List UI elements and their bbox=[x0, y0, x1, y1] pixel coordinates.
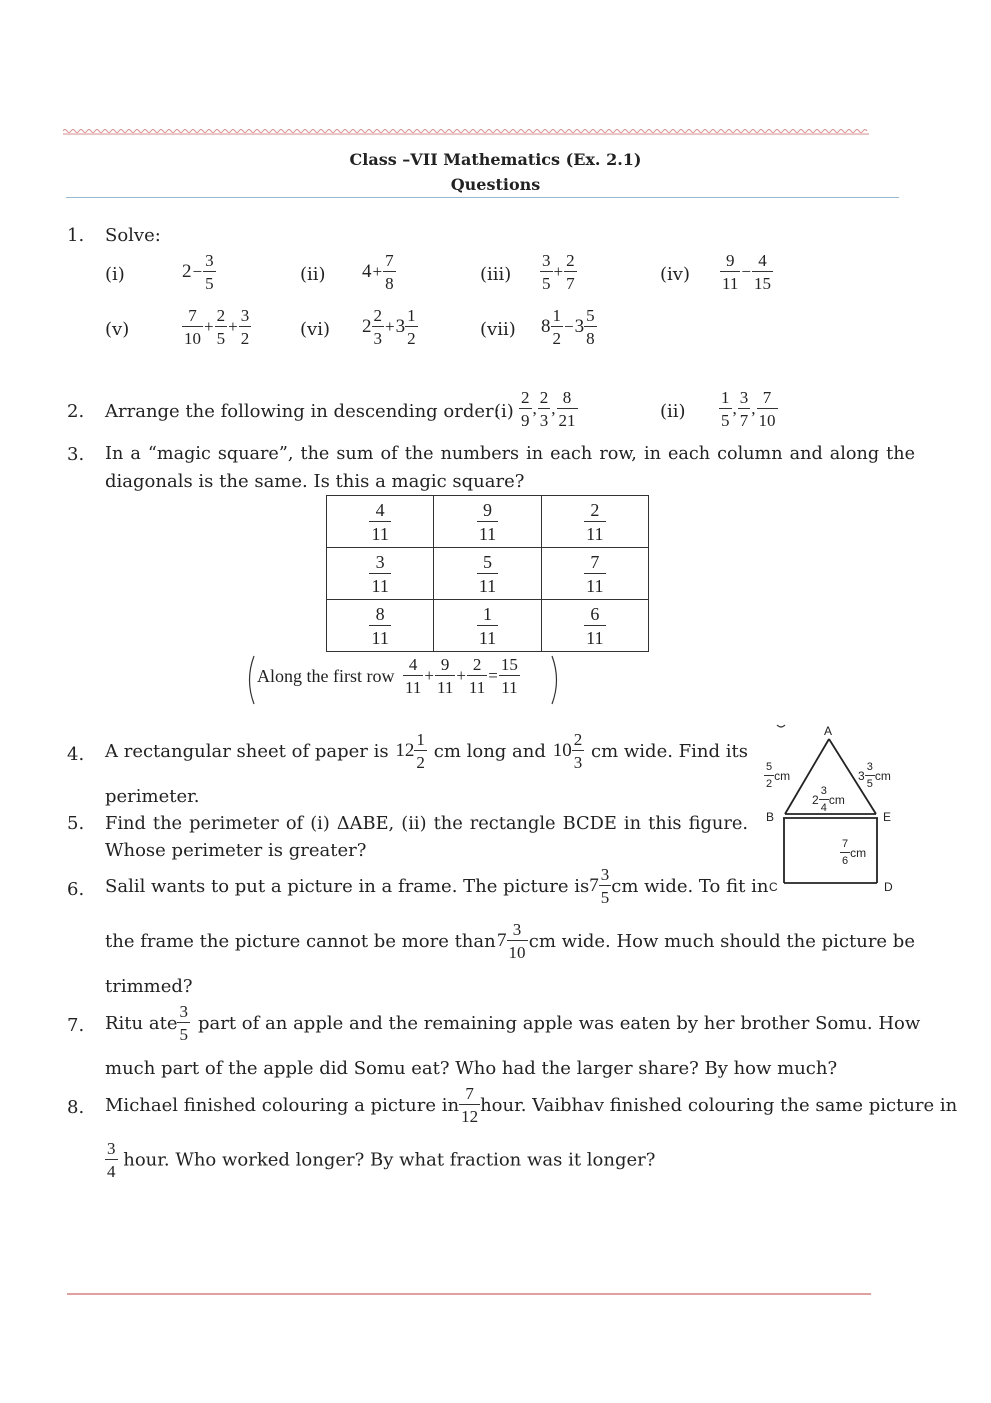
question-text: Salil wants to put a picture in a frame. The picture is bbox=[105, 875, 590, 897]
fraction bbox=[383, 252, 396, 292]
fraction bbox=[105, 1140, 118, 1180]
whole-number: 3 bbox=[574, 316, 585, 337]
fraction bbox=[557, 389, 578, 429]
operator: + bbox=[372, 262, 383, 281]
question-text: much part of the apple did Somu eat? Who had the larger share? By how much? bbox=[105, 1058, 838, 1079]
fraction bbox=[599, 866, 612, 906]
whole-number: 2 bbox=[812, 793, 819, 807]
question-line bbox=[105, 1002, 921, 1044]
fraction-list-ii bbox=[719, 389, 778, 429]
whole-number: 8 bbox=[541, 316, 551, 337]
operator: + bbox=[553, 262, 564, 281]
question-text: Solve: bbox=[105, 225, 161, 246]
denominator: 11 bbox=[584, 573, 605, 595]
denominator: 12 bbox=[459, 1104, 480, 1125]
denominator: 2 bbox=[551, 326, 564, 347]
item-label: (iii) bbox=[480, 264, 512, 285]
numerator: 9 bbox=[725, 251, 735, 270]
table-cell bbox=[327, 496, 434, 548]
fraction bbox=[507, 921, 528, 961]
item-label: (vi) bbox=[300, 319, 330, 340]
denominator: 10 bbox=[507, 940, 528, 961]
fraction bbox=[540, 252, 553, 292]
fraction bbox=[584, 605, 605, 647]
whole-number: 2 bbox=[182, 261, 192, 282]
expression-i bbox=[182, 252, 216, 292]
numerator: 3 bbox=[205, 251, 214, 270]
numerator: 3 bbox=[375, 551, 385, 572]
fraction bbox=[584, 553, 605, 595]
numerator: 5 bbox=[766, 761, 773, 773]
whole-number: 3 bbox=[858, 769, 865, 783]
whole-number: 3 bbox=[395, 316, 406, 337]
question-number: 7. bbox=[67, 1015, 85, 1036]
numerator: 8 bbox=[562, 388, 572, 407]
item-label: (i) bbox=[105, 264, 125, 285]
fraction bbox=[538, 389, 551, 429]
first-row-sum-note bbox=[257, 656, 520, 696]
question-number: 3. bbox=[67, 444, 85, 465]
denominator: 11 bbox=[369, 521, 390, 543]
numerator: 7 bbox=[188, 306, 197, 325]
denominator: 2 bbox=[405, 326, 418, 347]
denominator: 4 bbox=[819, 799, 829, 814]
fraction bbox=[519, 389, 532, 429]
numerator: 2 bbox=[573, 730, 583, 749]
denominator: 5 bbox=[719, 408, 732, 429]
numerator: 7 bbox=[762, 388, 772, 407]
question-text: A rectangular sheet of paper is bbox=[105, 740, 389, 762]
question-text: Find the perimeter of (i) ΔABE, (ii) the rectangle BCDE in this figure. bbox=[105, 813, 748, 834]
numerator: 7 bbox=[385, 251, 394, 270]
question-text: the frame the picture cannot be more than bbox=[105, 930, 496, 952]
denominator: 11 bbox=[499, 675, 520, 696]
denominator: 5 bbox=[865, 775, 875, 790]
question-number: 6. bbox=[67, 879, 85, 900]
operator: − bbox=[192, 262, 203, 281]
right-parenthesis bbox=[550, 655, 562, 705]
unit: cm bbox=[774, 769, 791, 783]
numerator: 3 bbox=[542, 251, 551, 270]
whole-number: 2 bbox=[362, 316, 372, 337]
fraction bbox=[564, 252, 577, 292]
whole-number: 4 bbox=[362, 261, 372, 282]
page-title: Class –VII Mathematics (Ex. 2.1) bbox=[349, 150, 642, 169]
denominator: 7 bbox=[738, 408, 751, 429]
question-text: hour. Vaibhav finished colouring the same picture in bbox=[480, 1094, 958, 1116]
numerator: 2 bbox=[521, 388, 530, 407]
numerator: 1 bbox=[482, 603, 492, 624]
question-text: trimmed? bbox=[105, 976, 193, 997]
fraction bbox=[459, 1085, 480, 1125]
numerator: 2 bbox=[216, 306, 226, 325]
numerator: 7 bbox=[465, 1084, 474, 1103]
fraction bbox=[499, 656, 520, 696]
numerator: 1 bbox=[721, 388, 730, 407]
question-text: part of an apple and the remaining apple was eaten by her brother Somu. How bbox=[197, 1012, 921, 1034]
question-number: 5. bbox=[67, 813, 85, 834]
denominator: 3 bbox=[372, 326, 385, 347]
numerator: 2 bbox=[472, 655, 482, 674]
fraction bbox=[203, 252, 216, 292]
question-line bbox=[105, 921, 915, 961]
numerator: 3 bbox=[107, 1139, 116, 1158]
numerator: 3 bbox=[240, 306, 250, 325]
denominator: 2 bbox=[239, 326, 252, 347]
vertex-label-d: D bbox=[884, 880, 893, 894]
question-text: Arrange the following in descending order: bbox=[105, 401, 500, 422]
whole-number: 7 bbox=[589, 875, 599, 896]
numerator: 6 bbox=[590, 603, 600, 624]
numerator: 9 bbox=[482, 499, 492, 520]
numerator: 2 bbox=[373, 306, 382, 325]
denominator: 4 bbox=[105, 1159, 118, 1180]
denominator: 6 bbox=[840, 852, 850, 867]
denominator: 11 bbox=[467, 675, 487, 696]
denominator: 11 bbox=[720, 271, 740, 292]
denominator: 9 bbox=[519, 408, 532, 429]
mixed-number-width bbox=[553, 731, 585, 771]
table-cell bbox=[434, 548, 541, 600]
vertex-label-b: B bbox=[766, 810, 775, 824]
numerator: 1 bbox=[552, 306, 561, 325]
numerator: 4 bbox=[408, 655, 418, 674]
operator: + bbox=[228, 317, 238, 336]
fraction bbox=[572, 731, 585, 771]
denominator: 11 bbox=[477, 521, 498, 543]
comma: , bbox=[732, 399, 737, 418]
expression-iii bbox=[540, 252, 577, 292]
expression-v bbox=[182, 307, 251, 347]
operator: + bbox=[456, 666, 466, 685]
numerator: 1 bbox=[407, 306, 416, 325]
question-text: Michael finished colouring a picture in bbox=[105, 1094, 460, 1116]
unit: cm bbox=[850, 846, 867, 860]
fraction bbox=[551, 307, 564, 347]
question-text: In a “magic square”, the sum of the numbers in each row, in each column and along the bbox=[105, 444, 915, 464]
fraction bbox=[403, 656, 423, 696]
numerator: 4 bbox=[375, 499, 385, 520]
fraction-list-i bbox=[519, 389, 578, 429]
fraction bbox=[477, 501, 498, 543]
question-line bbox=[105, 731, 748, 771]
denominator: 11 bbox=[435, 675, 455, 696]
fraction bbox=[369, 501, 390, 543]
whole-number: 10 bbox=[552, 740, 572, 761]
question-number: 8. bbox=[67, 1097, 85, 1118]
table-row bbox=[327, 548, 649, 600]
fraction bbox=[182, 307, 203, 347]
item-label: (iv) bbox=[660, 264, 690, 285]
numerator: 3 bbox=[512, 920, 522, 939]
fraction bbox=[819, 786, 829, 814]
question-text: hour. Who worked longer? By what fraction was it longer? bbox=[123, 1149, 656, 1171]
numerator: 2 bbox=[566, 251, 575, 270]
table-cell bbox=[327, 600, 434, 652]
question-text: Ritu ate bbox=[105, 1012, 178, 1034]
side-ae-label bbox=[858, 762, 891, 790]
table-cell bbox=[434, 600, 541, 652]
fraction bbox=[372, 307, 385, 347]
fraction bbox=[840, 839, 850, 867]
part-label: (ii) bbox=[660, 401, 686, 422]
question-number: 2. bbox=[67, 401, 85, 422]
numerator: 2 bbox=[590, 499, 600, 520]
fraction bbox=[719, 389, 732, 429]
denominator: 2 bbox=[764, 775, 774, 790]
whole-number: 7 bbox=[497, 930, 507, 951]
denominator: 5 bbox=[599, 885, 612, 906]
numerator: 7 bbox=[842, 838, 849, 850]
numerator: 9 bbox=[440, 655, 450, 674]
numerator: 5 bbox=[482, 551, 492, 572]
denominator: 11 bbox=[369, 625, 390, 647]
denominator: 11 bbox=[584, 625, 605, 647]
fraction bbox=[738, 389, 751, 429]
whole-number: 12 bbox=[395, 740, 415, 761]
numerator: 3 bbox=[739, 388, 749, 407]
question-number: 4. bbox=[67, 744, 85, 765]
item-label: (ii) bbox=[300, 264, 326, 285]
note-text: Along the first row bbox=[257, 665, 395, 686]
question-text: Whose perimeter is greater? bbox=[105, 840, 367, 861]
triangle-rectangle-figure bbox=[760, 722, 910, 897]
part-label: (i) bbox=[494, 401, 514, 422]
side-ed-label bbox=[840, 839, 866, 867]
comma: , bbox=[551, 399, 556, 418]
question-number: 1. bbox=[67, 225, 85, 246]
fraction bbox=[584, 307, 597, 347]
table-cell bbox=[541, 496, 648, 548]
expression-vii bbox=[541, 307, 597, 347]
fraction bbox=[467, 656, 487, 696]
magic-square-table bbox=[326, 495, 649, 652]
page-subtitle: Questions bbox=[450, 175, 541, 194]
footer-divider bbox=[67, 1293, 871, 1295]
denominator: 11 bbox=[369, 573, 390, 595]
unit: cm bbox=[874, 769, 891, 783]
table-cell bbox=[327, 548, 434, 600]
mixed-number bbox=[497, 921, 528, 961]
denominator: 5 bbox=[215, 326, 228, 347]
question-line bbox=[105, 1084, 958, 1126]
side-be-label bbox=[812, 786, 845, 814]
question-line bbox=[105, 865, 769, 907]
fraction bbox=[584, 501, 605, 543]
numerator: 3 bbox=[820, 785, 827, 797]
numerator: 2 bbox=[539, 388, 549, 407]
table-row bbox=[327, 600, 649, 652]
table-cell bbox=[434, 496, 541, 548]
denominator: 11 bbox=[584, 521, 605, 543]
denominator: 2 bbox=[414, 750, 427, 771]
vertex-label-a: A bbox=[824, 724, 833, 738]
header-divider bbox=[66, 197, 899, 198]
operator: − bbox=[564, 317, 574, 336]
denominator: 7 bbox=[564, 271, 577, 292]
item-label: (v) bbox=[105, 319, 130, 340]
top-decorative-border bbox=[63, 128, 869, 136]
fraction bbox=[414, 731, 427, 771]
expression-ii bbox=[362, 252, 396, 292]
denominator: 3 bbox=[572, 750, 585, 771]
denominator: 11 bbox=[477, 573, 498, 595]
fraction bbox=[215, 307, 228, 347]
table-cell bbox=[541, 600, 648, 652]
numerator: 15 bbox=[500, 655, 518, 674]
fraction bbox=[477, 553, 498, 595]
numerator: 8 bbox=[375, 603, 385, 624]
denominator: 5 bbox=[540, 271, 553, 292]
fraction bbox=[177, 1003, 190, 1043]
denominator: 5 bbox=[177, 1022, 190, 1043]
operator: − bbox=[741, 262, 751, 281]
side-ab-label bbox=[764, 762, 790, 790]
denominator: 8 bbox=[584, 326, 597, 347]
fraction bbox=[764, 762, 774, 790]
table-cell bbox=[541, 548, 648, 600]
left-parenthesis bbox=[244, 655, 256, 705]
unit: cm bbox=[828, 793, 845, 807]
denominator: 5 bbox=[203, 271, 216, 292]
fraction bbox=[865, 762, 875, 790]
expression-iv bbox=[720, 252, 773, 292]
denominator: 21 bbox=[557, 408, 578, 429]
operator: + bbox=[204, 317, 214, 336]
question-text: cm wide. Find its bbox=[591, 740, 748, 762]
numerator: 1 bbox=[416, 730, 425, 749]
comma: , bbox=[751, 399, 756, 418]
denominator: 11 bbox=[403, 675, 423, 696]
denominator: 10 bbox=[182, 326, 203, 347]
question-text: perimeter. bbox=[105, 786, 200, 807]
mixed-number-length bbox=[395, 731, 427, 771]
denominator: 3 bbox=[538, 408, 551, 429]
fraction bbox=[239, 307, 252, 347]
question-text: cm wide. To fit in bbox=[611, 875, 769, 897]
fraction bbox=[757, 389, 778, 429]
mixed-number bbox=[589, 866, 611, 906]
numerator: 3 bbox=[866, 761, 873, 773]
denominator: 11 bbox=[477, 625, 498, 647]
question-line bbox=[105, 1140, 655, 1180]
vertex-label-c: C bbox=[769, 880, 778, 894]
vertex-label-e: E bbox=[883, 810, 892, 824]
operator: + bbox=[424, 666, 434, 685]
numerator: 3 bbox=[179, 1002, 188, 1021]
fraction bbox=[477, 605, 498, 647]
denominator: 10 bbox=[757, 408, 778, 429]
comma: , bbox=[532, 399, 537, 418]
question-text: cm wide. How much should the picture be bbox=[528, 930, 915, 952]
item-label: (vii) bbox=[480, 319, 516, 340]
numerator: 7 bbox=[590, 551, 600, 572]
operator: = bbox=[488, 666, 498, 685]
expression-vi bbox=[362, 307, 418, 347]
fraction bbox=[752, 252, 773, 292]
fraction bbox=[435, 656, 455, 696]
denominator: 15 bbox=[752, 271, 773, 292]
table-row bbox=[327, 496, 649, 548]
numerator: 5 bbox=[586, 306, 595, 325]
denominator: 8 bbox=[383, 271, 396, 292]
fraction bbox=[405, 307, 418, 347]
fraction bbox=[369, 605, 390, 647]
fraction bbox=[720, 252, 740, 292]
numerator: 3 bbox=[600, 865, 610, 884]
operator: + bbox=[385, 317, 395, 336]
question-text: diagonals is the same. Is this a magic square? bbox=[105, 471, 525, 492]
question-text: cm long and bbox=[433, 740, 546, 762]
fraction bbox=[369, 553, 390, 595]
numerator: 4 bbox=[758, 251, 767, 270]
